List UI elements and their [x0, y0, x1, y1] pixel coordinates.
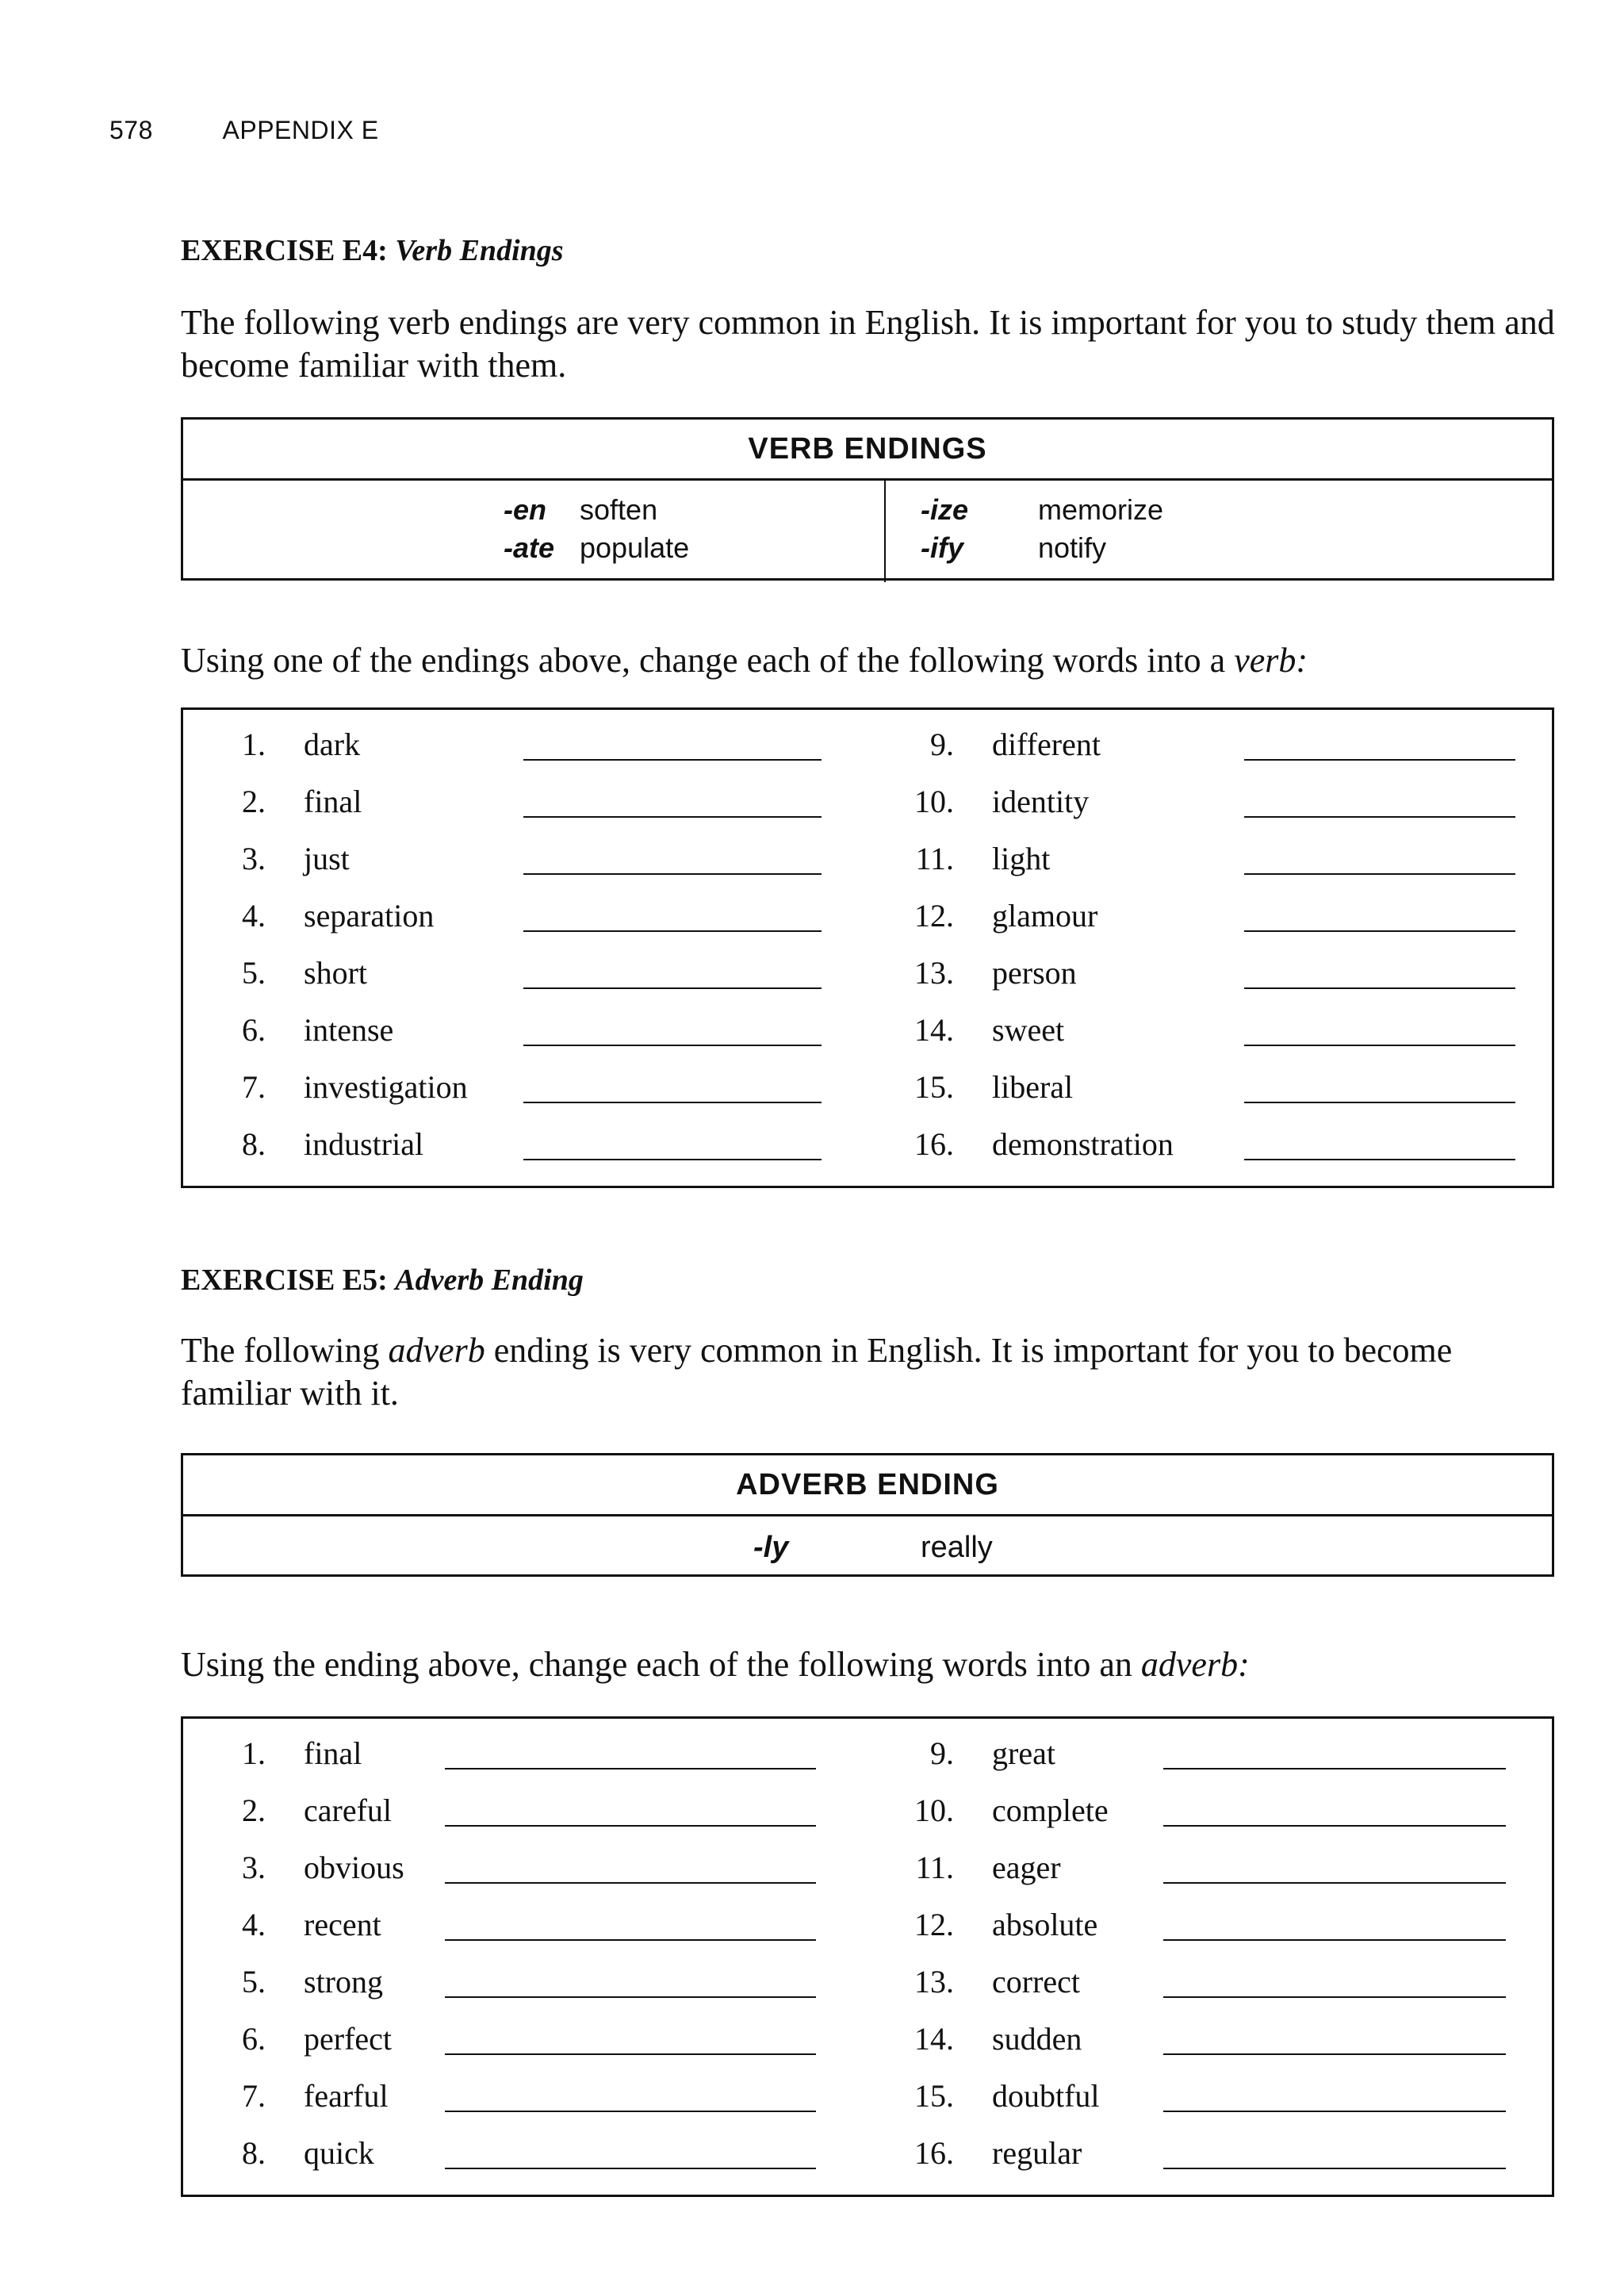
- verb-endings-right: [886, 481, 1552, 582]
- item-word: sudden: [992, 2021, 1082, 2057]
- adverb-ending-table: [181, 1453, 1554, 1577]
- item-number: 15.: [914, 2078, 954, 2114]
- item-word: sweet: [992, 1012, 1065, 1048]
- item-number: 10.: [914, 1792, 954, 1828]
- item-number: 4.: [242, 1907, 266, 1942]
- item-number: 9.: [930, 727, 954, 762]
- item-word: final: [304, 784, 362, 819]
- answer-blank[interactable]: [1244, 1102, 1515, 1103]
- item-number: 16.: [914, 2135, 954, 2171]
- intro-text: The following: [181, 1331, 389, 1370]
- item-word: light: [992, 841, 1051, 876]
- answer-blank[interactable]: [1163, 1768, 1506, 1769]
- exercise-item: [898, 1963, 1081, 2000]
- answer-blank[interactable]: [523, 987, 822, 989]
- exercise-item: [210, 2020, 393, 2057]
- instruction-text: Using the ending above, change each of the following words into an: [181, 1645, 1141, 1684]
- item-word: intense: [304, 1012, 394, 1048]
- item-word: absolute: [992, 1907, 1098, 1942]
- answer-blank[interactable]: [1244, 816, 1515, 818]
- ending-row: [921, 493, 1163, 527]
- exercise-item: [210, 726, 361, 763]
- answer-blank[interactable]: [445, 1768, 816, 1769]
- item-word: demonstration: [992, 1126, 1174, 1162]
- ending-suffix: -ize: [921, 493, 969, 526]
- answer-blank[interactable]: [1163, 1996, 1506, 1998]
- ending-example: populate: [580, 531, 690, 564]
- item-number: 14.: [914, 1012, 954, 1048]
- item-number: 2.: [242, 1792, 266, 1828]
- answer-blank[interactable]: [445, 1996, 816, 1998]
- item-number: 1.: [242, 727, 266, 762]
- item-number: 6.: [242, 2021, 266, 2057]
- exercise-item: [898, 783, 1090, 820]
- item-number: 15.: [914, 1069, 954, 1105]
- item-word: just: [304, 841, 350, 876]
- item-word: doubtful: [992, 2078, 1100, 2114]
- ending-row: [921, 531, 1106, 565]
- item-word: strong: [304, 1964, 383, 2000]
- exercise-item: [210, 897, 435, 934]
- item-word: correct: [992, 1964, 1081, 2000]
- ending-example: memorize: [1038, 493, 1164, 526]
- exercise-item: [898, 1068, 1074, 1106]
- exercise-item: [898, 1125, 1174, 1163]
- exercise-e4-intro: The following verb endings are very common in English. It is important for you to study them and become familiar with them.: [181, 303, 1555, 385]
- item-number: 8.: [242, 1126, 266, 1162]
- adverb-ending-title: ADVERB ENDING: [183, 1455, 1552, 1516]
- answer-blank[interactable]: [1244, 759, 1515, 761]
- item-number: 13.: [914, 1964, 954, 2000]
- answer-blank[interactable]: [523, 930, 822, 932]
- exercise-item: [898, 1906, 1098, 1943]
- ending-row: [504, 493, 657, 527]
- answer-blank[interactable]: [445, 1882, 816, 1884]
- item-number: 7.: [242, 1069, 266, 1105]
- exercise-item: [210, 840, 350, 877]
- answer-blank[interactable]: [1163, 2168, 1506, 2169]
- answer-blank[interactable]: [1163, 1939, 1506, 1941]
- item-number: 1.: [242, 1735, 266, 1771]
- exercise-item: [898, 840, 1051, 877]
- item-number: 9.: [930, 1735, 954, 1771]
- item-number: 5.: [242, 955, 266, 991]
- item-number: 4.: [242, 898, 266, 934]
- item-word: glamour: [992, 898, 1098, 934]
- page-header: [109, 116, 379, 145]
- exercise-item: [210, 1963, 383, 2000]
- item-word: industrial: [304, 1126, 424, 1162]
- exercise-item: [210, 783, 362, 820]
- intro-text: ending is very common in English. It is important for you to become familiar with it.: [181, 1331, 1453, 1413]
- answer-blank[interactable]: [1244, 930, 1515, 932]
- verb-endings-table: [181, 417, 1554, 581]
- item-number: 11.: [915, 1850, 954, 1885]
- ending-suffix: -ify: [921, 531, 963, 564]
- exercise-item: [210, 1849, 404, 1886]
- exercise-item: [898, 1792, 1109, 1829]
- answer-blank[interactable]: [445, 1825, 816, 1827]
- item-number: 16.: [914, 1126, 954, 1162]
- exercise-item: [898, 2020, 1082, 2057]
- answer-blank[interactable]: [523, 1159, 822, 1160]
- item-number: 12.: [914, 898, 954, 934]
- exercise-item: [210, 2134, 374, 2172]
- exercise-item: [898, 1011, 1065, 1049]
- verb-endings-left: [183, 481, 886, 582]
- answer-blank[interactable]: [1163, 2111, 1506, 2112]
- exercise-item: [210, 1125, 424, 1163]
- section-title: APPENDIX E: [222, 116, 379, 144]
- exercise-item: [898, 1735, 1055, 1772]
- ending-row: [504, 531, 689, 565]
- item-number: 3.: [242, 1850, 266, 1885]
- item-number: 14.: [914, 2021, 954, 2057]
- exercise-e5-instruction: [181, 1643, 1561, 1686]
- answer-blank[interactable]: [1244, 1045, 1515, 1046]
- item-word: perfect: [304, 2021, 393, 2057]
- item-word: quick: [304, 2135, 374, 2171]
- item-number: 11.: [915, 841, 954, 876]
- answer-blank[interactable]: [1244, 987, 1515, 989]
- item-word: eager: [992, 1850, 1061, 1885]
- item-word: regular: [992, 2135, 1082, 2171]
- exercise-item: [898, 954, 1077, 991]
- answer-blank[interactable]: [523, 1045, 822, 1046]
- item-number: 6.: [242, 1012, 266, 1048]
- instruction-emphasis: verb:: [1234, 641, 1308, 680]
- intro-emphasis: adverb: [388, 1331, 485, 1370]
- item-word: complete: [992, 1792, 1109, 1828]
- exercise-item: [210, 954, 367, 991]
- item-word: identity: [992, 784, 1090, 819]
- item-number: 7.: [242, 2078, 266, 2114]
- answer-blank[interactable]: [445, 2168, 816, 2169]
- exercise-item: [898, 2077, 1100, 2115]
- exercise-e4-topic: Verb Endings: [395, 234, 564, 267]
- answer-blank[interactable]: [1163, 1825, 1506, 1827]
- item-word: dark: [304, 727, 361, 762]
- exercise-e5-intro: [181, 1329, 1561, 1415]
- item-number: 3.: [242, 841, 266, 876]
- exercise-e4-items-box: [181, 707, 1554, 1188]
- answer-blank[interactable]: [445, 2111, 816, 2112]
- item-word: person: [992, 955, 1077, 991]
- ending-example: soften: [580, 493, 658, 526]
- answer-blank[interactable]: [445, 2053, 816, 2055]
- item-word: recent: [304, 1907, 381, 1942]
- exercise-item: [210, 1068, 468, 1106]
- answer-blank[interactable]: [1244, 1159, 1515, 1160]
- verb-endings-title: VERB ENDINGS: [183, 420, 1552, 481]
- instruction-text: Using one of the endings above, change each of the following words into a: [181, 641, 1235, 680]
- ending-suffix: -ly: [753, 1531, 789, 1564]
- item-number: 12.: [914, 1907, 954, 1942]
- exercise-item: [898, 2134, 1082, 2172]
- item-word: great: [992, 1735, 1055, 1771]
- exercise-item: [898, 1849, 1061, 1886]
- item-number: 5.: [242, 1964, 266, 2000]
- exercise-e5-label: EXERCISE E5:: [181, 1263, 388, 1297]
- answer-blank[interactable]: [523, 759, 822, 761]
- item-word: careful: [304, 1792, 393, 1828]
- exercise-item: [210, 1906, 381, 1943]
- exercise-item: [898, 897, 1098, 934]
- item-number: 10.: [914, 784, 954, 819]
- adverb-ending-row: [183, 1516, 1552, 1577]
- item-word: obvious: [304, 1850, 404, 1885]
- exercise-item: [210, 1792, 393, 1829]
- exercise-e5-title: [181, 1263, 584, 1298]
- ending-example: really: [921, 1531, 993, 1564]
- exercise-item: [210, 1011, 394, 1049]
- exercise-e4-title: [181, 233, 564, 268]
- item-word: final: [304, 1735, 362, 1771]
- exercise-item: [898, 726, 1101, 763]
- item-word: investigation: [304, 1069, 468, 1105]
- ending-example: notify: [1038, 531, 1107, 564]
- item-number: 13.: [914, 955, 954, 991]
- item-number: 8.: [242, 2135, 266, 2171]
- page-number: 578: [109, 116, 153, 144]
- ending-suffix: -ate: [504, 531, 555, 564]
- exercise-e4-label: EXERCISE E4:: [181, 234, 388, 267]
- ending-suffix: -en: [504, 493, 546, 526]
- item-word: different: [992, 727, 1101, 762]
- exercise-e5-topic: Adverb Ending: [395, 1263, 584, 1297]
- item-number: 2.: [242, 784, 266, 819]
- exercise-e5-items-box: [181, 1716, 1554, 2197]
- instruction-emphasis: adverb:: [1140, 1645, 1250, 1684]
- answer-blank[interactable]: [1163, 2053, 1506, 2055]
- answer-blank[interactable]: [523, 816, 822, 818]
- answer-blank[interactable]: [445, 1939, 816, 1941]
- item-word: separation: [304, 898, 435, 934]
- item-word: liberal: [992, 1069, 1074, 1105]
- item-word: short: [304, 955, 367, 991]
- answer-blank[interactable]: [1163, 1882, 1506, 1884]
- exercise-e4-instruction: [181, 639, 1561, 682]
- answer-blank[interactable]: [523, 873, 822, 875]
- exercise-item: [210, 1735, 362, 1772]
- answer-blank[interactable]: [1244, 873, 1515, 875]
- answer-blank[interactable]: [523, 1102, 822, 1103]
- exercise-item: [210, 2077, 389, 2115]
- item-word: fearful: [304, 2078, 389, 2114]
